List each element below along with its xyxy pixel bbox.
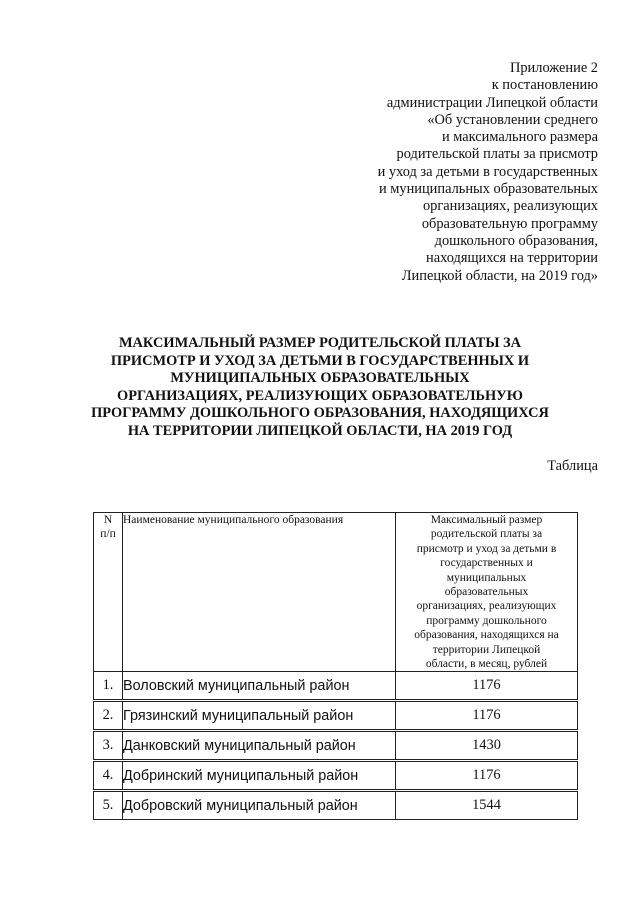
header-value-line: Максимальный размер (430, 514, 543, 526)
row-number: 4. (94, 761, 123, 791)
appendix-line: и муниципальных образовательных (378, 181, 598, 198)
appendix-line: родительской платы за присмотр (396, 146, 598, 163)
row-number: 2. (94, 701, 123, 731)
row-name: Воловский муниципальный район (123, 672, 396, 701)
appendix-line: организациях, реализующих (422, 198, 598, 215)
row-number: 1. (94, 672, 123, 701)
row-number: 5. (94, 791, 123, 820)
table-row (94, 791, 578, 820)
appendix-line: к постановлению (491, 77, 598, 94)
appendix-line: Липецкой области, на 2019 год» (401, 267, 598, 284)
header-value-line: образовательных (444, 586, 529, 599)
appendix-line: находящихся на территории (426, 250, 598, 267)
appendix-line: дошкольного образования, (434, 232, 598, 249)
header-value-line: образования, находящихся на (414, 629, 559, 642)
header-value-line: области, в месяц, рублей (425, 658, 548, 671)
title-line: ПРОГРАММУ ДОШКОЛЬНОГО ОБРАЗОВАНИЯ, НАХОДЯЩИХСЯ (91, 405, 549, 422)
row-value: 1430 (396, 731, 578, 761)
header-value-line: организациях, реализующих (416, 600, 557, 613)
appendix-line: и максимального размера (441, 129, 598, 146)
table-row (94, 701, 578, 731)
fee-table (93, 512, 578, 820)
appendix-block (238, 60, 598, 285)
row-name: Грязинский муниципальный район (123, 701, 396, 731)
row-number: 3. (94, 731, 123, 761)
row-name: Добровский муниципальный район (123, 791, 396, 820)
header-value-line: присмотр и уход за детьми в (416, 542, 557, 555)
title-line: ОРГАНИЗАЦИЯХ, РЕАЛИЗУЮЩИХ ОБРАЗОВАТЕЛЬНУЮ (117, 387, 523, 404)
appendix-line: Приложение 2 (509, 60, 598, 76)
header-value-line: муниципальных (446, 571, 527, 584)
header-value-line: территории Липецкой (432, 643, 541, 656)
header-number-line: п/п (100, 528, 116, 541)
document-title (70, 335, 570, 441)
row-value: 1544 (396, 791, 578, 820)
table-header-row (94, 513, 578, 672)
header-number-line: N (103, 514, 113, 526)
title-line: МАКСИМАЛЬНЫЙ РАЗМЕР РОДИТЕЛЬСКОЙ ПЛАТЫ ЗА (118, 335, 522, 351)
header-value-line: государственных и (440, 557, 533, 570)
row-value: 1176 (396, 761, 578, 791)
row-name: Данковский муниципальный район (123, 731, 396, 761)
appendix-line: и уход за детьми в государственных (377, 163, 598, 180)
header-value (396, 513, 578, 672)
header-value-line: родительской платы за (430, 528, 543, 541)
header-value-line: программу дошкольного (426, 614, 547, 627)
title-line: МУНИЦИПАЛЬНЫХ ОБРАЗОВАТЕЛЬНЫХ (170, 370, 470, 387)
table-caption: Таблица (547, 458, 598, 474)
row-name: Добринский муниципальный район (123, 761, 396, 791)
title-line: НА ТЕРРИТОРИИ ЛИПЕЦКОЙ ОБЛАСТИ, НА 2019 ГОД (127, 422, 513, 439)
header-name: Наименование муниципального образования (123, 513, 396, 672)
row-value: 1176 (396, 672, 578, 701)
table-row (94, 731, 578, 761)
row-value: 1176 (396, 701, 578, 731)
appendix-line: образовательную программу (421, 215, 598, 232)
header-number (94, 513, 123, 672)
appendix-line: «Об установлении среднего (427, 111, 598, 128)
appendix-line: администрации Липецкой области (386, 94, 598, 111)
table-row (94, 672, 578, 701)
title-line: ПРИСМОТР И УХОД ЗА ДЕТЬМИ В ГОСУДАРСТВЕННЫХ И (110, 352, 530, 369)
table-row (94, 761, 578, 791)
